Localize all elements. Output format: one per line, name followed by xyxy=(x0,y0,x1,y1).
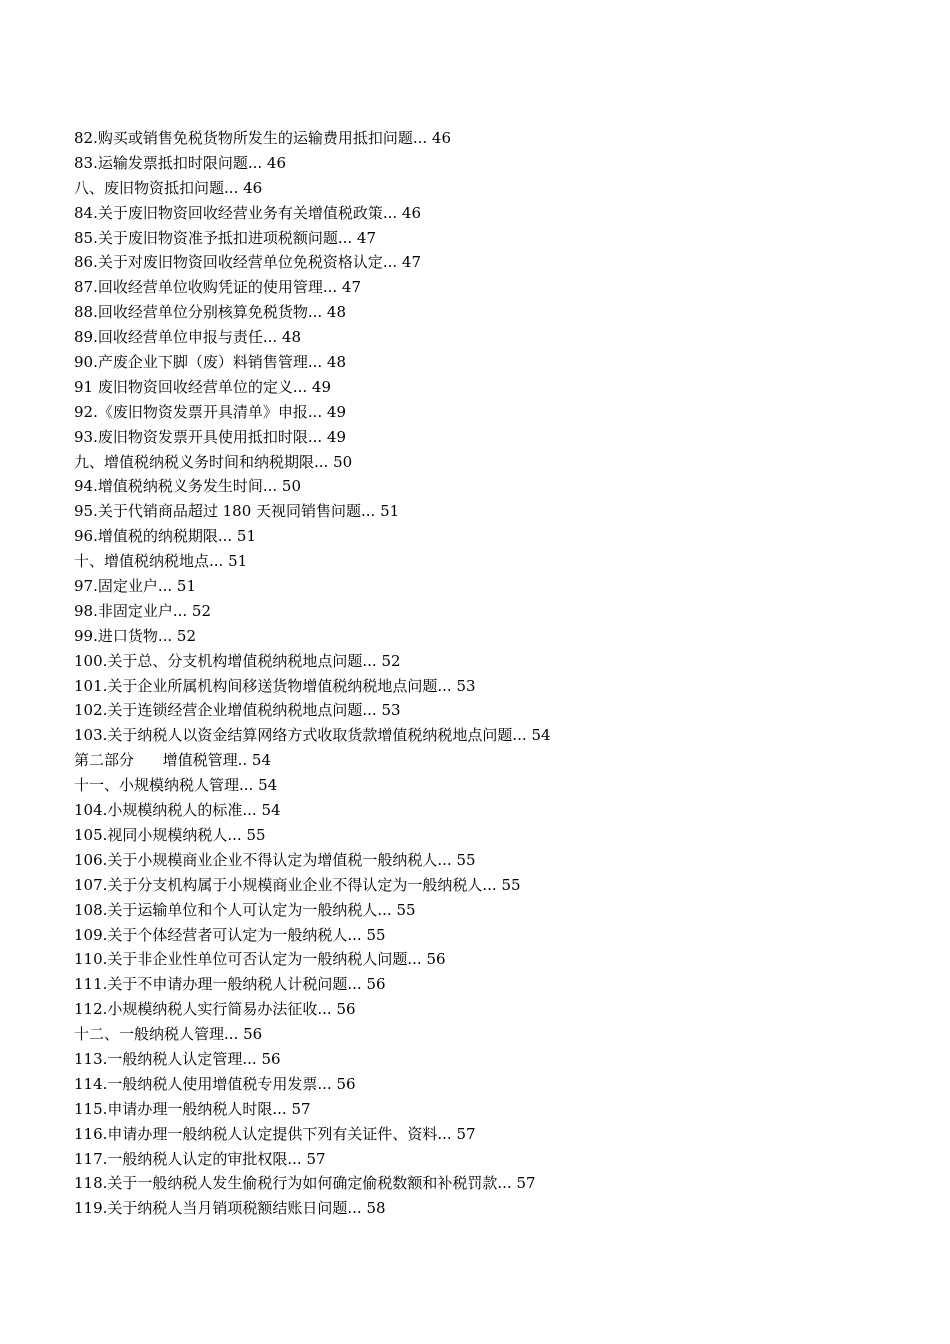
toc-part-heading: 第二部分 增值税管理.. 54 xyxy=(74,751,272,770)
toc-entry: 83.运输发票抵扣时限问题... 46 xyxy=(74,153,287,172)
toc-entry: 102.关于连锁经营企业增值税纳税地点问题... 53 xyxy=(74,701,401,720)
toc-entry: 85.关于废旧物资准予抵扣进项税额问题... 47 xyxy=(74,228,377,247)
toc-entry: 95.关于代销商品超过 180 天视同销售问题... 51 xyxy=(74,502,400,521)
toc-entry: 91 废旧物资回收经营单位的定义... 49 xyxy=(74,377,332,396)
toc-entry: 82.购买或销售免税货物所发生的运输费用抵扣问题... 46 xyxy=(74,129,452,147)
toc-entry: 108.关于运输单位和个人可认定为一般纳税人... 55 xyxy=(74,900,416,919)
toc-entry: 119.关于纳税人当月销项税额结账日问题... 58 xyxy=(74,1199,386,1218)
toc-entry: 103.关于纳税人以资金结算网络方式收取货款增值税纳税地点问题... 54 xyxy=(74,726,551,745)
toc-entry: 110.关于非企业性单位可否认定为一般纳税人问题... 56 xyxy=(74,950,446,969)
toc-entry: 84.关于废旧物资回收经营业务有关增值税政策... 46 xyxy=(74,203,422,222)
toc-entry: 93.废旧物资发票开具使用抵扣时限... 49 xyxy=(74,427,347,446)
toc-section-heading: 九、增值税纳税义务时间和纳税期限... 50 xyxy=(74,452,353,471)
toc-entry: 115.申请办理一般纳税人时限... 57 xyxy=(74,1099,311,1118)
toc-entry: 97.固定业户... 51 xyxy=(74,577,197,596)
toc-entry: 111.关于不申请办理一般纳税人计税问题... 56 xyxy=(74,975,386,994)
toc-entry: 88.回收经营单位分别核算免税货物... 48 xyxy=(74,303,347,322)
toc-entry: 106.关于小规模商业企业不得认定为增值税一般纳税人... 55 xyxy=(74,850,476,869)
toc-entry: 98.非固定业户... 52 xyxy=(74,601,212,620)
toc-entry: 112.小规模纳税人实行简易办法征收... 56 xyxy=(74,1000,356,1019)
toc-entry: 114.一般纳税人使用增值税专用发票... 56 xyxy=(74,1074,356,1093)
toc-entry: 92.《废旧物资发票开具清单》申报... 49 xyxy=(74,402,347,421)
toc-entry: 87.回收经营单位收购凭证的使用管理... 47 xyxy=(74,278,362,297)
toc-entry: 100.关于总、分支机构增值税纳税地点问题... 52 xyxy=(74,651,401,670)
table-of-contents xyxy=(74,126,894,1221)
toc-entry: 101.关于企业所属机构间移送货物增值税纳税地点问题... 53 xyxy=(74,676,476,695)
toc-section-heading: 十、增值税纳税地点... 51 xyxy=(74,552,248,571)
toc-section-heading: 十二、一般纳税人管理... 56 xyxy=(74,1025,263,1044)
toc-entry: 116.申请办理一般纳税人认定提供下列有关证件、资料... 57 xyxy=(74,1124,476,1143)
toc-entry: 107.关于分支机构属于小规模商业企业不得认定为一般纳税人... 55 xyxy=(74,875,521,894)
toc-entry: 90.产废企业下脚（废）料销售管理... 48 xyxy=(74,353,347,372)
toc-entry: 99.进口货物... 52 xyxy=(74,626,197,645)
toc-entry: 118.关于一般纳税人发生偷税行为如何确定偷税数额和补税罚款... 57 xyxy=(74,1174,536,1193)
toc-entry: 105.视同小规模纳税人... 55 xyxy=(74,825,266,844)
toc-entry: 89.回收经营单位申报与责任... 48 xyxy=(74,328,302,347)
toc-entry: 117.一般纳税人认定的审批权限... 57 xyxy=(74,1149,326,1168)
toc-entry: 86.关于对废旧物资回收经营单位免税资格认定... 47 xyxy=(74,253,422,272)
toc-entry: 104.小规模纳税人的标准... 54 xyxy=(74,801,281,820)
toc-entry: 113.一般纳税人认定管理... 56 xyxy=(74,1049,281,1068)
toc-section-heading: 八、废旧物资抵扣问题... 46 xyxy=(74,178,263,197)
toc-entry: 94.增值税纳税义务发生时间... 50 xyxy=(74,477,302,496)
toc-entry: 96.增值税的纳税期限... 51 xyxy=(74,527,257,546)
toc-entry: 109.关于个体经营者可认定为一般纳税人... 55 xyxy=(74,925,386,944)
toc-section-heading: 十一、小规模纳税人管理... 54 xyxy=(74,776,278,795)
